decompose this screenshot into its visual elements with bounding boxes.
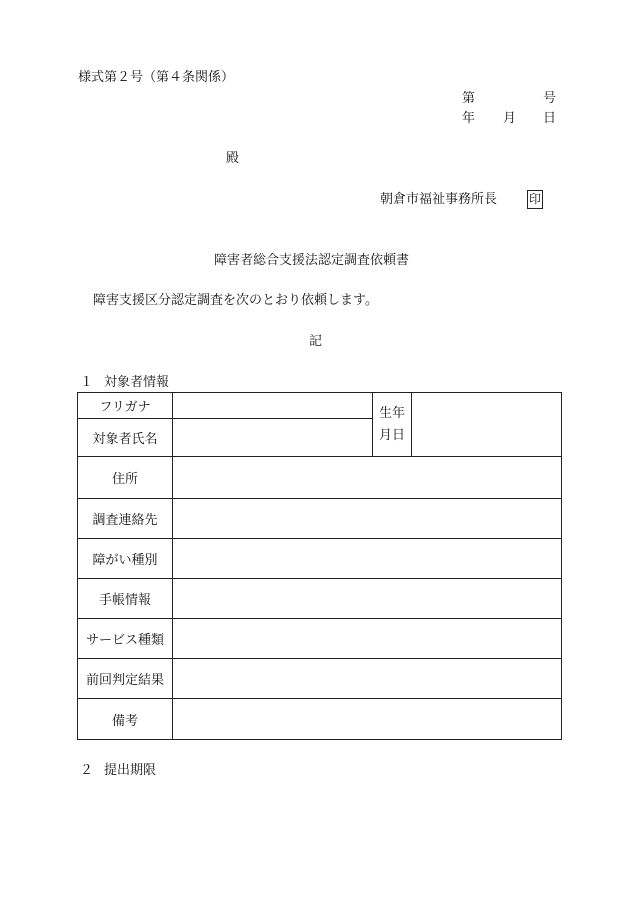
section-2-number: ２ — [80, 763, 94, 778]
remarks-field[interactable] — [173, 699, 562, 740]
section-2-label: 提出期限 — [104, 763, 157, 778]
date-day-label: 日 — [543, 111, 557, 126]
section-2-heading — [80, 764, 156, 777]
name-field[interactable] — [173, 419, 373, 457]
birthdate-field[interactable] — [412, 393, 562, 457]
sender-name: 朝倉市福祉事務所長 — [380, 192, 498, 207]
birthdate-label-line1: 生年 — [378, 405, 405, 421]
birthdate-label-line2: 月日 — [378, 427, 405, 443]
address-label: 住所 — [78, 457, 173, 499]
name-label: 対象者氏名 — [78, 419, 173, 457]
furigana-label: フリガナ — [78, 393, 173, 419]
disability-type-field[interactable] — [173, 539, 562, 579]
document-number-prefix: 第 — [462, 91, 476, 106]
furigana-field[interactable] — [173, 393, 373, 419]
date-month-label: 月 — [503, 111, 517, 126]
contact-field[interactable] — [173, 499, 562, 539]
handbook-field[interactable] — [173, 579, 562, 619]
ki-heading: 記 — [309, 334, 323, 349]
disability-type-label: 障がい種別 — [78, 539, 173, 579]
section-1-label: 対象者情報 — [104, 375, 170, 390]
request-text: 障害支援区分認定調査を次のとおり依頼します。 — [93, 293, 378, 308]
address-field[interactable] — [173, 457, 562, 499]
contact-label: 調査連絡先 — [78, 499, 173, 539]
section-1-heading — [80, 376, 169, 389]
section-1-number: １ — [80, 375, 94, 390]
service-type-field[interactable] — [173, 619, 562, 659]
form-number: 様式第２号（第４条関係） — [78, 70, 235, 85]
remarks-label: 備考 — [78, 699, 173, 740]
date-year-label: 年 — [462, 111, 476, 126]
previous-result-label: 前回判定結果 — [78, 659, 173, 699]
handbook-label: 手帳情報 — [78, 579, 173, 619]
seal-mark: 印 — [527, 190, 543, 209]
birthdate-label — [373, 393, 412, 457]
document-number-suffix: 号 — [543, 91, 557, 106]
subject-info-table — [77, 392, 562, 740]
previous-result-field[interactable] — [173, 659, 562, 699]
document-title: 障害者総合支援法認定調査依頼書 — [214, 253, 410, 268]
addressee-suffix: 殿 — [226, 151, 240, 166]
service-type-label: サービス種類 — [78, 619, 173, 659]
